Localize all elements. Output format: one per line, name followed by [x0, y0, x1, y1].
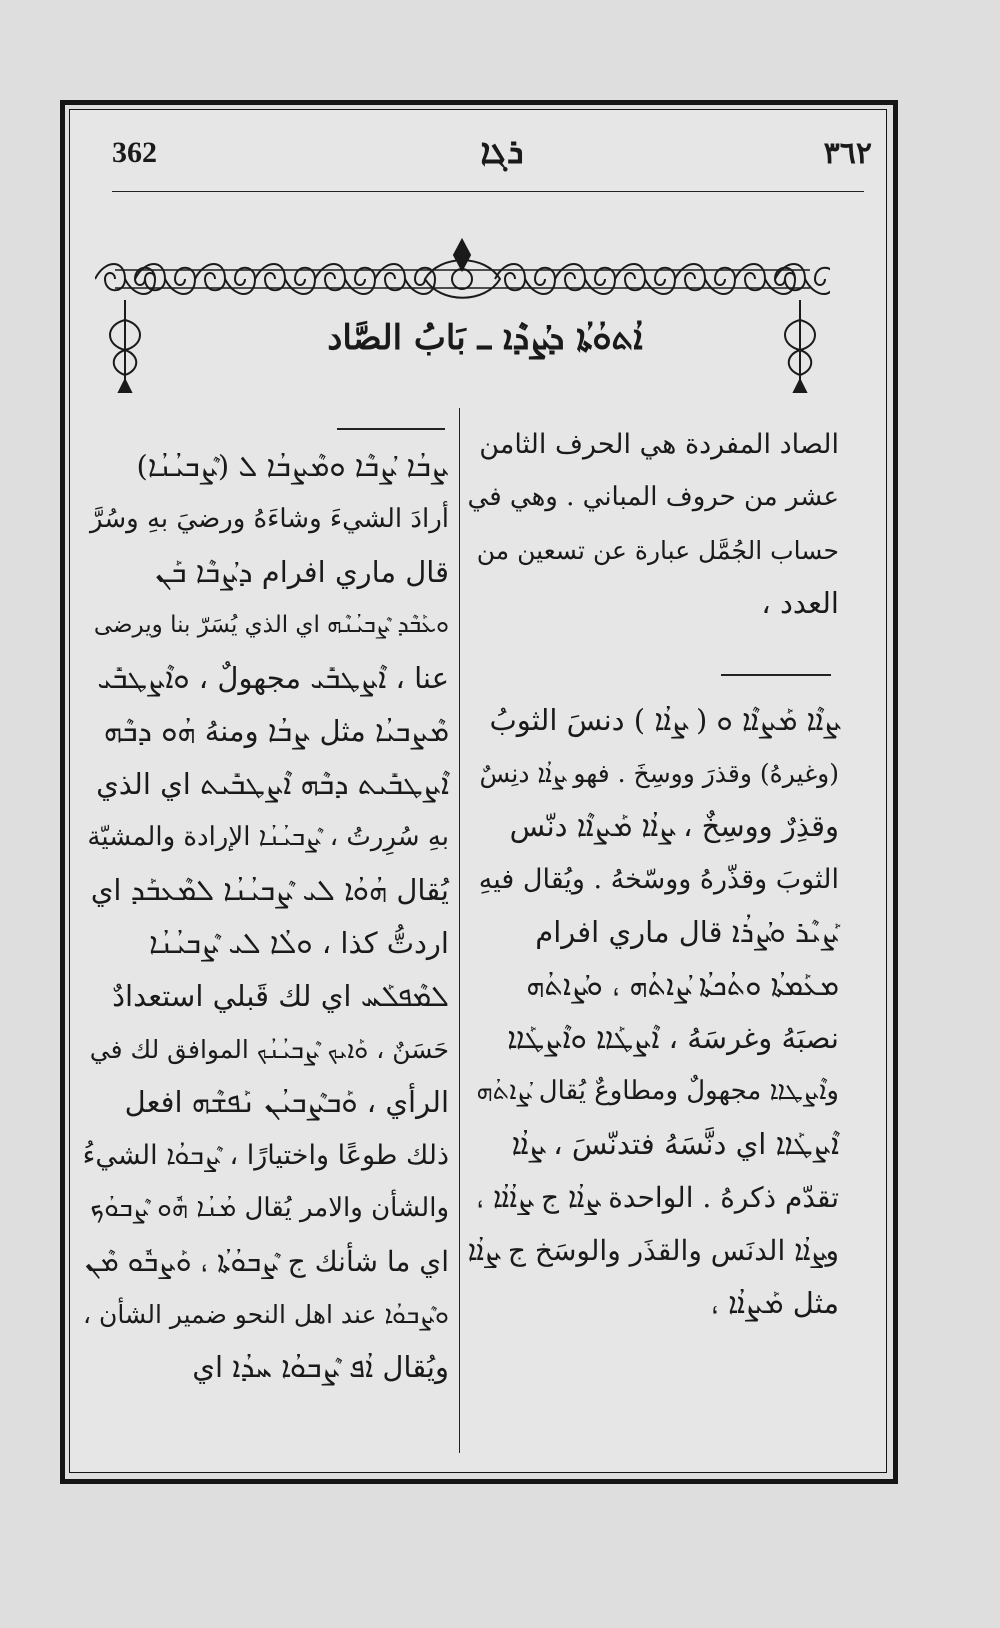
entry-line: ܨܒܳܐ ܨܳܒܶܐ ܘܡܶܨܒܳܐ ܠ (ܨܶܒܝܳܢܳܐ) — [136, 449, 449, 483]
entry-line: ܐܶܨܛܒܺܝܬ ܕܒܶܗ ܐܶܨܛܒܺܝܬ اي الذي — [96, 767, 449, 801]
entry-line: والشأن والامر يُقال ܡܳܢܳܐ ܗܽܘ ܨܶܒܘܳܟ — [90, 1193, 449, 1223]
entry-separator-rule — [337, 428, 445, 430]
entry-line: الرأي ، ܘܰܒܨܶܒܝܳܢ ܢܰܦܫܶܗ افعل — [124, 1085, 449, 1119]
entry-line: ذلك طوعًا واختيارًا ، ܨܶܒܘܳܐ الشيءُ — [82, 1140, 449, 1171]
column-divider — [459, 408, 460, 1453]
entry-line: اي ما شأنك ج ܨܶܒܘܳܬܳܐ ، ܘܰܨܒܽܘ ܡܶܢ — [85, 1245, 449, 1278]
running-header — [112, 132, 872, 192]
chapter-title: ܐܳܬܘܳܬܳܐ ܕܨܳܕܶܐ ـ بَابُ الصَّاد — [327, 318, 643, 358]
entry-line: ܘܥܰܒܶܕ ܨܶܒܝܳܢܶܗ اي الذي يُسَرّ بنا ويرضى — [93, 612, 449, 638]
right-column — [467, 418, 839, 1330]
entry-line: أرادَ الشيءَ وشاءَهُ ورضيَ بهِ وسُرَّ — [90, 504, 449, 534]
entry-line: نصبَهُ وغرسَهُ ، ܐܶܨܛܰܐܐ ܘܐܶܨܛܰܐܐ — [507, 1021, 839, 1055]
entry-line: ܨܐܶܐ ܡܰܨܐܶܐ ܘ ( ܨܐܳܐ ) دنسَ الثوبُ — [489, 703, 839, 737]
entry-line: ܡܶܨܒܝܳܐ مثل ܨܒܳܐ ومنهُ ܗܳܘ ܕܒܶܗ — [103, 714, 449, 748]
entry-line: ܐܶܨܛܰܐܐ اي دنَّسَهُ فتدنّسَ ، ܨܐܳܐ — [511, 1127, 839, 1161]
entry-line: ܘܨܶܒܘܳܐ عند اهل النحو ضمير الشأن ، — [83, 1300, 449, 1329]
spacer — [467, 630, 839, 660]
intro-line: عشر من حروف المباني . وهي في — [467, 482, 839, 512]
entry-line: بهِ سُرِرتُ ، ܨܶܒܝܳܢܳܐ الإرادة والمشيّة — [87, 822, 449, 852]
entry-line: وܨܐܳܐ الدنَس والقذَر والوسَخ ج ܨܐܳܐ — [467, 1234, 839, 1267]
entry-line: عنا ، ܐܶܨܛܒܺܝ مجهولٌ ، ܘܐܶܨܛܒܺܝ — [97, 661, 449, 695]
page-number-arabic: ٣٦٢ — [823, 136, 872, 171]
running-header-word: ܪܓܐ — [480, 132, 524, 172]
entry-line: ويُقال ܐܳܦ ܨܶܒܘܳܐ ܚܕܳܐ اي — [192, 1350, 449, 1384]
entry-line: تقدّم ذكرهُ . الواحدة ܨܐܳܐ ج ܨܐܳܐܳܐ ، — [476, 1181, 839, 1214]
entry-line: الثوبَ وقذّرهُ ووسّخهُ . ويُقال فيهِ — [478, 864, 839, 895]
entry-line: (وغيرهُ) وقذرَ ووسِخَ . فهو ܨܐܳܐ دنِسٌ — [479, 759, 839, 788]
entry-line: وقذِرٌ ووسِخٌ ، ܨܐܳܐ ܡܰܨܐܶܐ دنّس — [509, 809, 839, 843]
entry-line: ܠܡܶܦܠܰܚ اي لك قَبلي استعدادٌ — [112, 979, 449, 1013]
intro-line: العدد ، — [761, 586, 839, 620]
entry-line: قال ماري افرام ܕܨܳܒܶܐ ܒܰܢ — [155, 555, 449, 589]
entry-line: يُقال ܗܳܘܳܐ ܠܝ ܨܶܒܝܳܢܳܐ ܠܡܶܥܒܰܕ اي — [90, 873, 449, 907]
left-column — [79, 418, 449, 1394]
intro-line: حساب الجُمَّل عبارة عن تسعين من — [476, 536, 839, 565]
entry-line: ܡܥܰܡܬܳܐ ܘܬܳܟܬܳܐ ܨܳܐܬܳܗ ، ܘܨܳܐܬܳܗ — [526, 968, 839, 1002]
entry-line: اردتُّ كذا ، ܘܠܳܐ ܠܝ ܨܶܒܝܳܢܳܐ — [149, 926, 449, 960]
page-number-latin: 362 — [112, 136, 157, 169]
entry-separator-rule — [721, 674, 831, 676]
entry-line: وܐܶܨܛܐܐ مجهولٌ ومطاوعٌ يُقال ܨܳܐܬܳܗ — [476, 1076, 839, 1106]
entry-line: مثل ܡܰܨܐܳܐ ، — [710, 1286, 839, 1320]
entry-line: حَسَنٌ ، ܘܰܐܝܟ ܨܶܒܝܳܢܳܟ الموافق لك في — [89, 1035, 449, 1064]
entry-line: ܨܰܝܶܪ ܘܨܳܪܳܐ قال ماري افرام — [535, 915, 839, 949]
header-rule — [112, 191, 864, 192]
intro-line: الصاد المفردة هي الحرف الثامن — [479, 429, 839, 460]
